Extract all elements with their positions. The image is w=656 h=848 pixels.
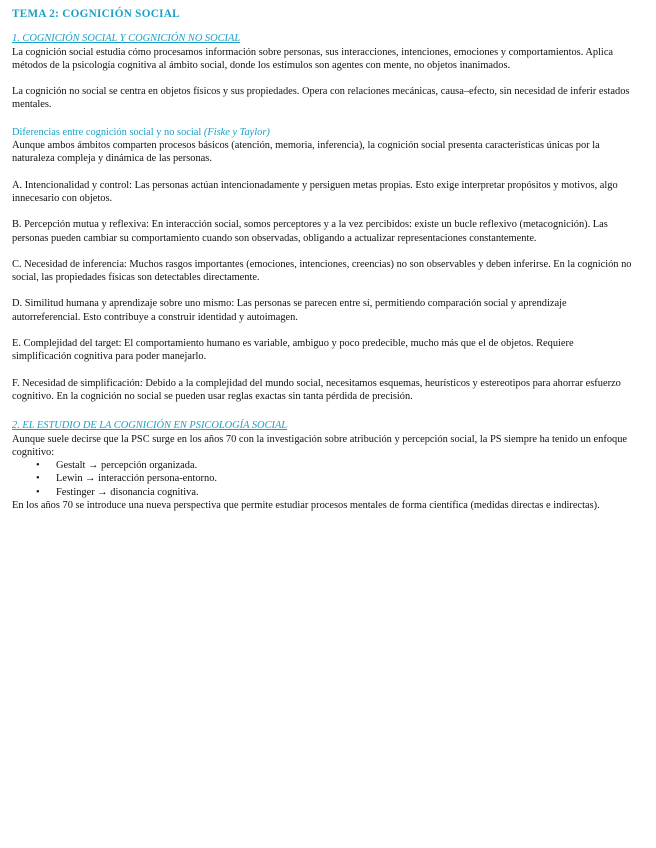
difference-item-c: C. Necesidad de inferencia: Muchos rasgos importantes (emociones, intenciones, creencias) no son observables y deben inferirse. En la cognición no social, las propiedades físicas son detectables directamente. [12,258,632,284]
subheading-diferencias-text: Diferencias entre cognición social y no social [12,126,202,138]
list-item-text: Gestalt → percepción organizada. [56,460,198,472]
bullet-glyph: • [36,473,40,485]
paragraph-diferencias-intro: Aunque ambos ámbitos comparten procesos básicos (atención, memoria, inferencia), la cognición social presenta características únicas por la naturaleza compleja y dinámica de las personas. [12,140,600,165]
difference-item-d: D. Similitud humana y aprendizaje sobre uno mismo: Las personas se parecen entre sí, permitiendo comparación social y aprendizaje autorreferencial. Esto contribuye a construir identidad y autoimagen. [12,298,567,323]
paragraph-cognicion-social: La cognición social estudia cómo procesamos información sobre personas, sus interacciones, intenciones, emociones y comportamientos. Aplica métodos de la psicología cognitiva al ámbito social, donde los estímulos son agentes con mente, no objetos inanimados. [12,46,614,71]
section-heading-estudio-cognicion: 2. EL ESTUDIO DE LA COGNICIÓN EN PSICOLOGÍA SOCIAL [12,420,288,432]
bullet-glyph: • [36,486,40,498]
paragraph-cognicion-no-social: La cognición no social se centra en objetos físicos y sus propiedades. Opera con relaciones mecánicas, causa–efecto, sin necesidad de inferir estados mentales. [12,86,630,111]
bullet-glyph: • [36,460,40,472]
section-heading-cognicion-social: 1. COGNICIÓN SOCIAL Y COGNICIÓN NO SOCIAL [12,33,241,45]
difference-item-f: F. Necesidad de simplificación: Debido a la complejidad del mundo social, necesitamos esquemas, heurísticos y estereotipos para ahorrar esfuerzo cognitivo. En la cognición no social se pueden usar reglas exactas sin tanta pérdida de precisión. [12,377,621,402]
list-item-text: Lewin → interacción persona-entorno. [56,473,217,485]
subheading-diferencias [12,126,632,139]
bullet-list [12,459,632,499]
difference-item-a: A. Intencionalidad y control: Las personas actúan intencionadamente y persiguen metas propias. Esto exige interpretar propósitos y motivos, algo innecesario con objetos. [12,179,618,204]
paragraph-estudio-intro: Aunque suele decirse que la PSC surge en los años 70 con la investigación sobre atribución y percepción social, la PS siempre ha tenido un enfoque cognitivo: [12,433,628,458]
list-item [36,472,632,485]
list-item [36,459,632,472]
difference-item-e: E. Complejidad del target: El comportamiento humano es variable, ambiguo y poco predecible, mucho más que el de objetos. Requiere simplificación cognitiva para poder manejarlo. [12,338,574,363]
subheading-diferencias-ref: (Fiske y Taylor) [203,126,270,138]
document-title: TEMA 2: COGNICIÓN SOCIAL [12,8,180,20]
list-item-text: Festinger → disonancia cognitiva. [56,486,199,498]
paragraph-estudio-closing: En los años 70 se introduce una nueva perspectiva que permite estudiar procesos mentales de forma científica (medidas directas e indirectas). [12,500,600,512]
list-item [36,486,632,499]
difference-item-b: B. Percepción mutua y reflexiva: En interacción social, somos perceptores y a la vez percibidos: existe un bucle reflexivo (metacognición). Las personas pueden cambiar su comportamiento cuando son observadas, obligando a actualizar representaciones constantemente. [12,219,608,244]
